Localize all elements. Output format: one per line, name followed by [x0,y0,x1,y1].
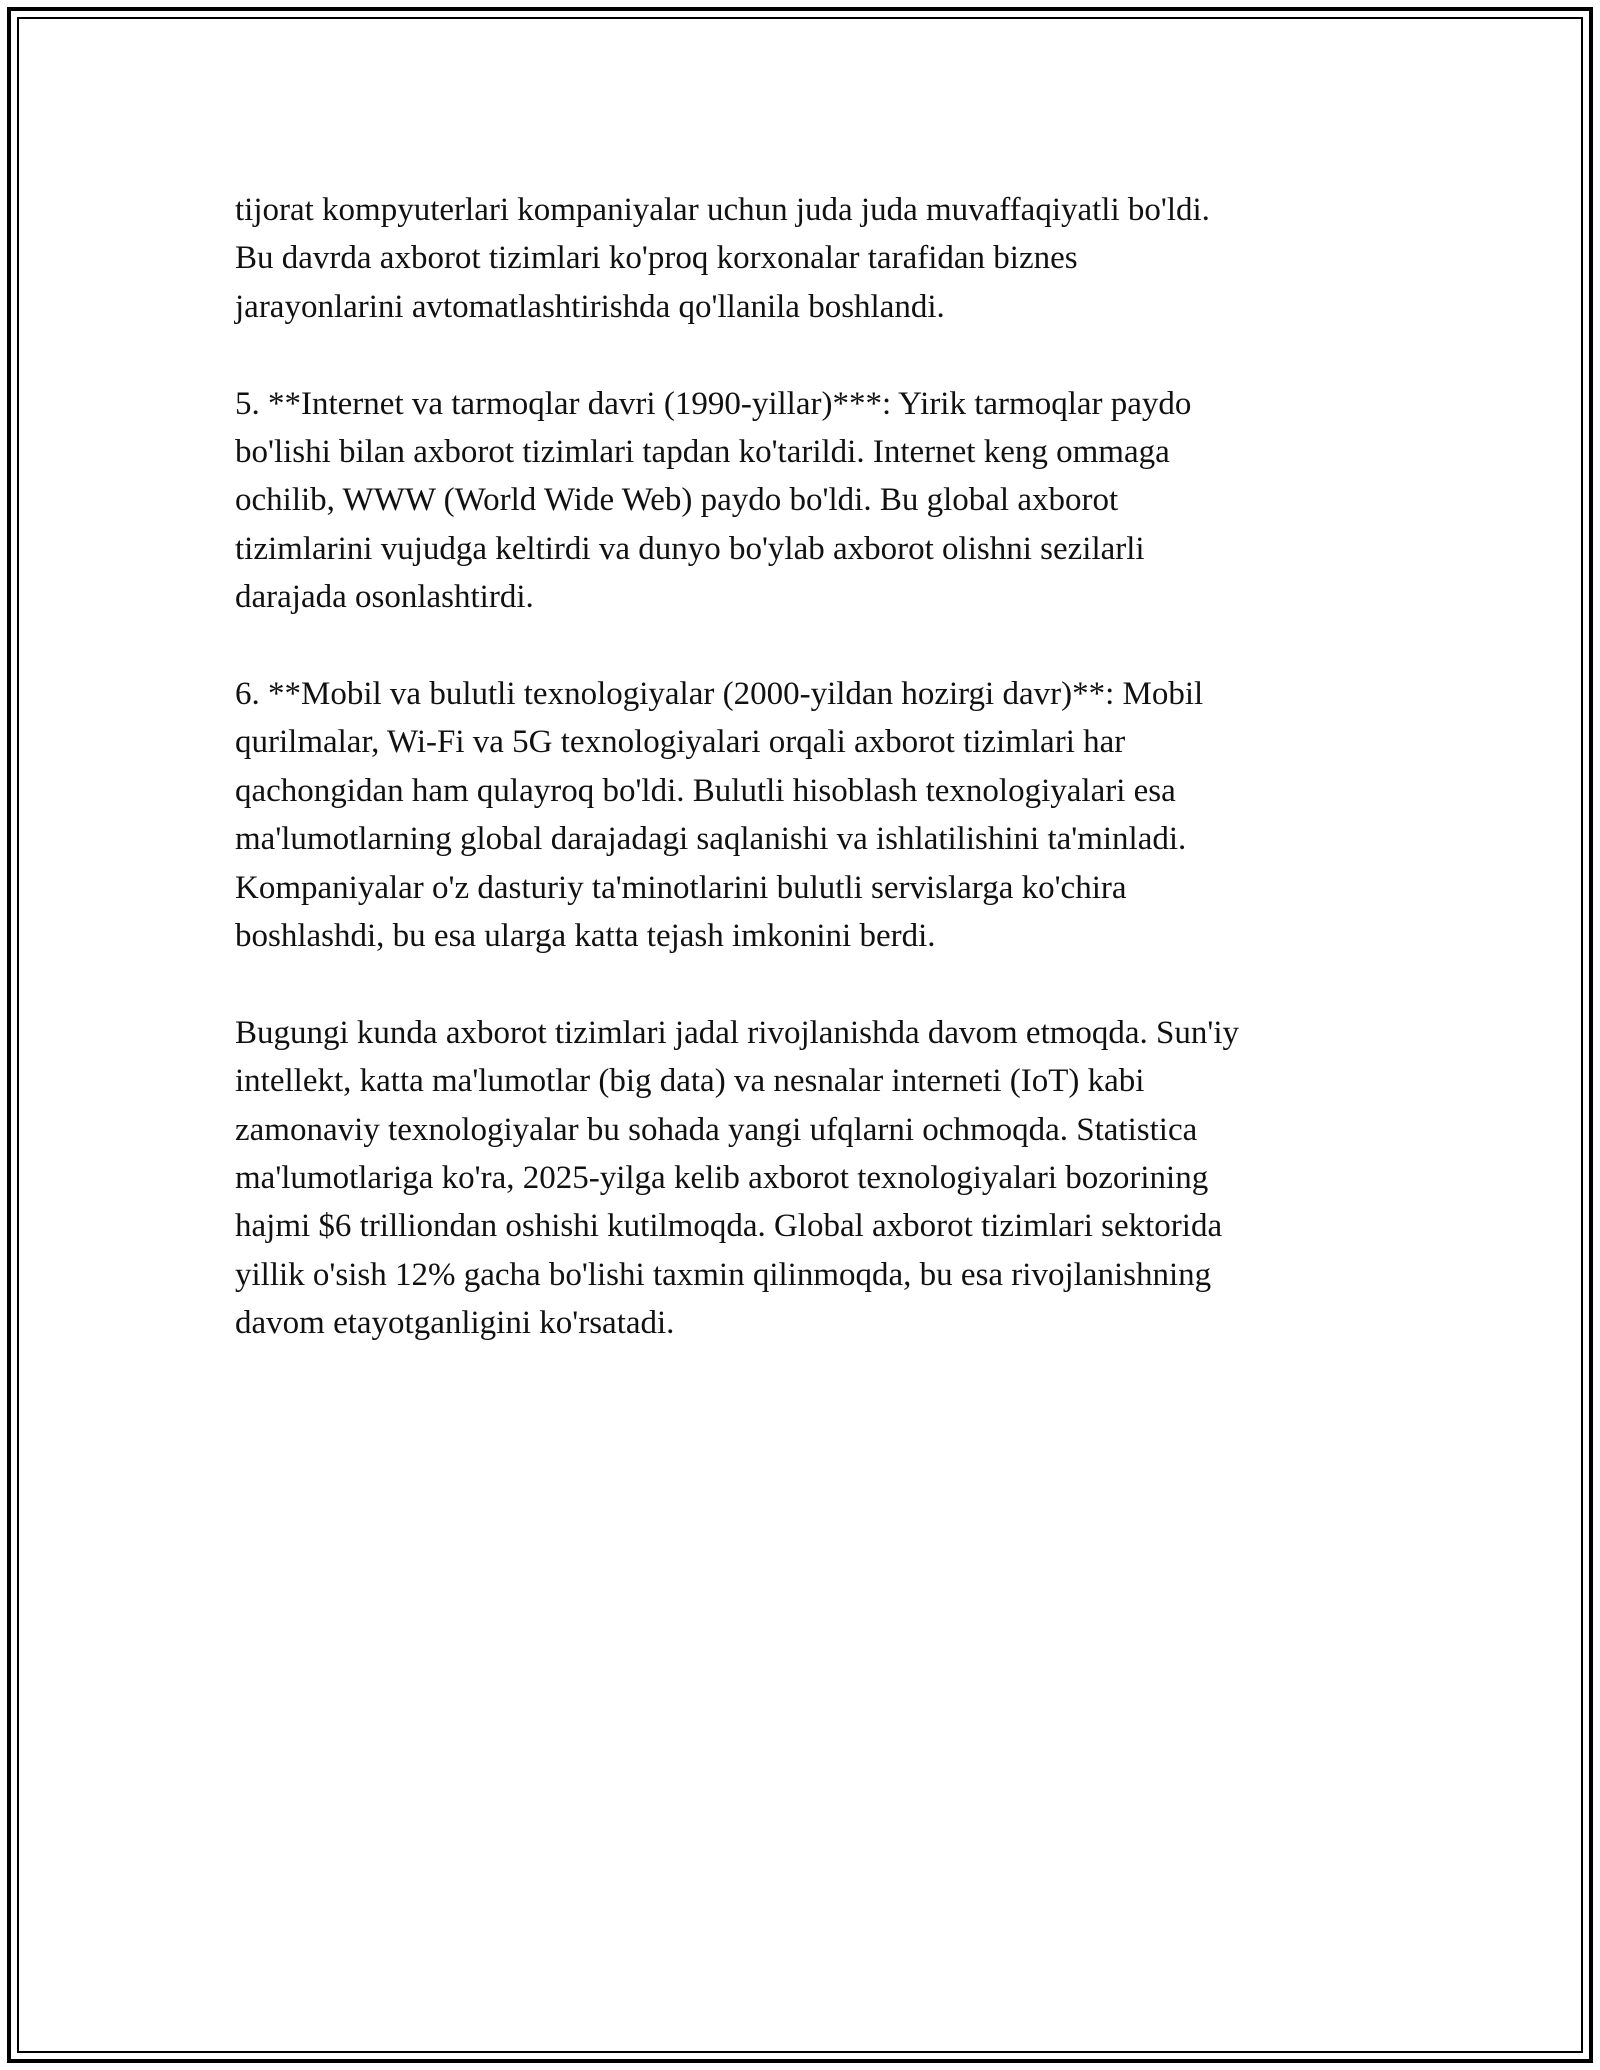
text-line: Kompaniyalar o'z dasturiy ta'minotlarini bulutli servislarga ko'chira [235,869,1127,906]
text-line: 5. **Internet va tarmoqlar davri (1990-yillar)***: Yirik tarmoqlar paydo [235,385,1192,422]
text-line: darajada osonlashtirdi. [235,579,534,616]
paragraph-internet-era [235,380,1365,622]
text-line: zamonaviy texnologiyalar bu sohada yangi ufqlarni ochmoqda. Statistica [235,1111,1198,1148]
text-line: bo'lishi bilan axborot tizimlari tapdan ko'tarildi. Internet keng ommaga [235,434,1170,471]
text-line: davom etayotganligini ko'rsatadi. [235,1305,675,1342]
text-line: ma'lumotlarning global darajadagi saqlanishi va ishlatilishini ta'minladi. [235,821,1187,858]
text-line: 6. **Mobil va bulutli texnologiyalar (2000-yildan hozirgi davr)**: Mobil [235,676,1204,713]
text-line: qurilmalar, Wi-Fi va 5G texnologiyalari orqali axborot tizimlari har [235,724,1126,761]
text-line: hajmi $6 trilliondan oshishi kutilmoqda. Global axborot tizimlari sektorida [235,1208,1223,1245]
text-line: ma'lumotlariga ko'ra, 2025-yilga kelib axborot texnologiyalari bozorining [235,1160,1209,1197]
text-line: intellekt, katta ma'lumotlar (big data) va nesnalar interneti (IoT) kabi [235,1063,1145,1100]
paragraph-intro-continuation [235,186,1365,331]
text-line: yillik o'sish 12% gacha bo'lishi taxmin qilinmoqda, bu esa rivojlanishning [235,1256,1212,1293]
text-line: Bu davrda axborot tizimlari ko'proq korxonalar tarafidan biznes [235,240,1078,277]
text-line: Bugungi kunda axborot tizimlari jadal rivojlanishda davom etmoqda. Sun'iy [235,1014,1240,1051]
paragraph-mobile-cloud-era [235,670,1365,960]
paragraph-current-state [235,1009,1365,1348]
text-line: ochilib, WWW (World Wide Web) paydo bo'ldi. Bu global axborot [235,482,1119,519]
text-line: qachongidan ham qulayroq bo'ldi. Bulutli hisoblash texnologiyalari esa [235,772,1176,809]
text-line: boshlashdi, bu esa ularga katta tejash imkonini berdi. [235,918,936,955]
text-line: tizimlarini vujudga keltirdi va dunyo bo'ylab axborot olishni sezilarli [235,530,1145,567]
text-line: jarayonlarini avtomatlashtirishda qo'llanila boshlandi. [235,288,945,325]
document-body [235,186,1365,1396]
text-line: tijorat kompyuterlari kompaniyalar uchun juda juda muvaffaqiyatli bo'ldi. [235,192,1210,228]
